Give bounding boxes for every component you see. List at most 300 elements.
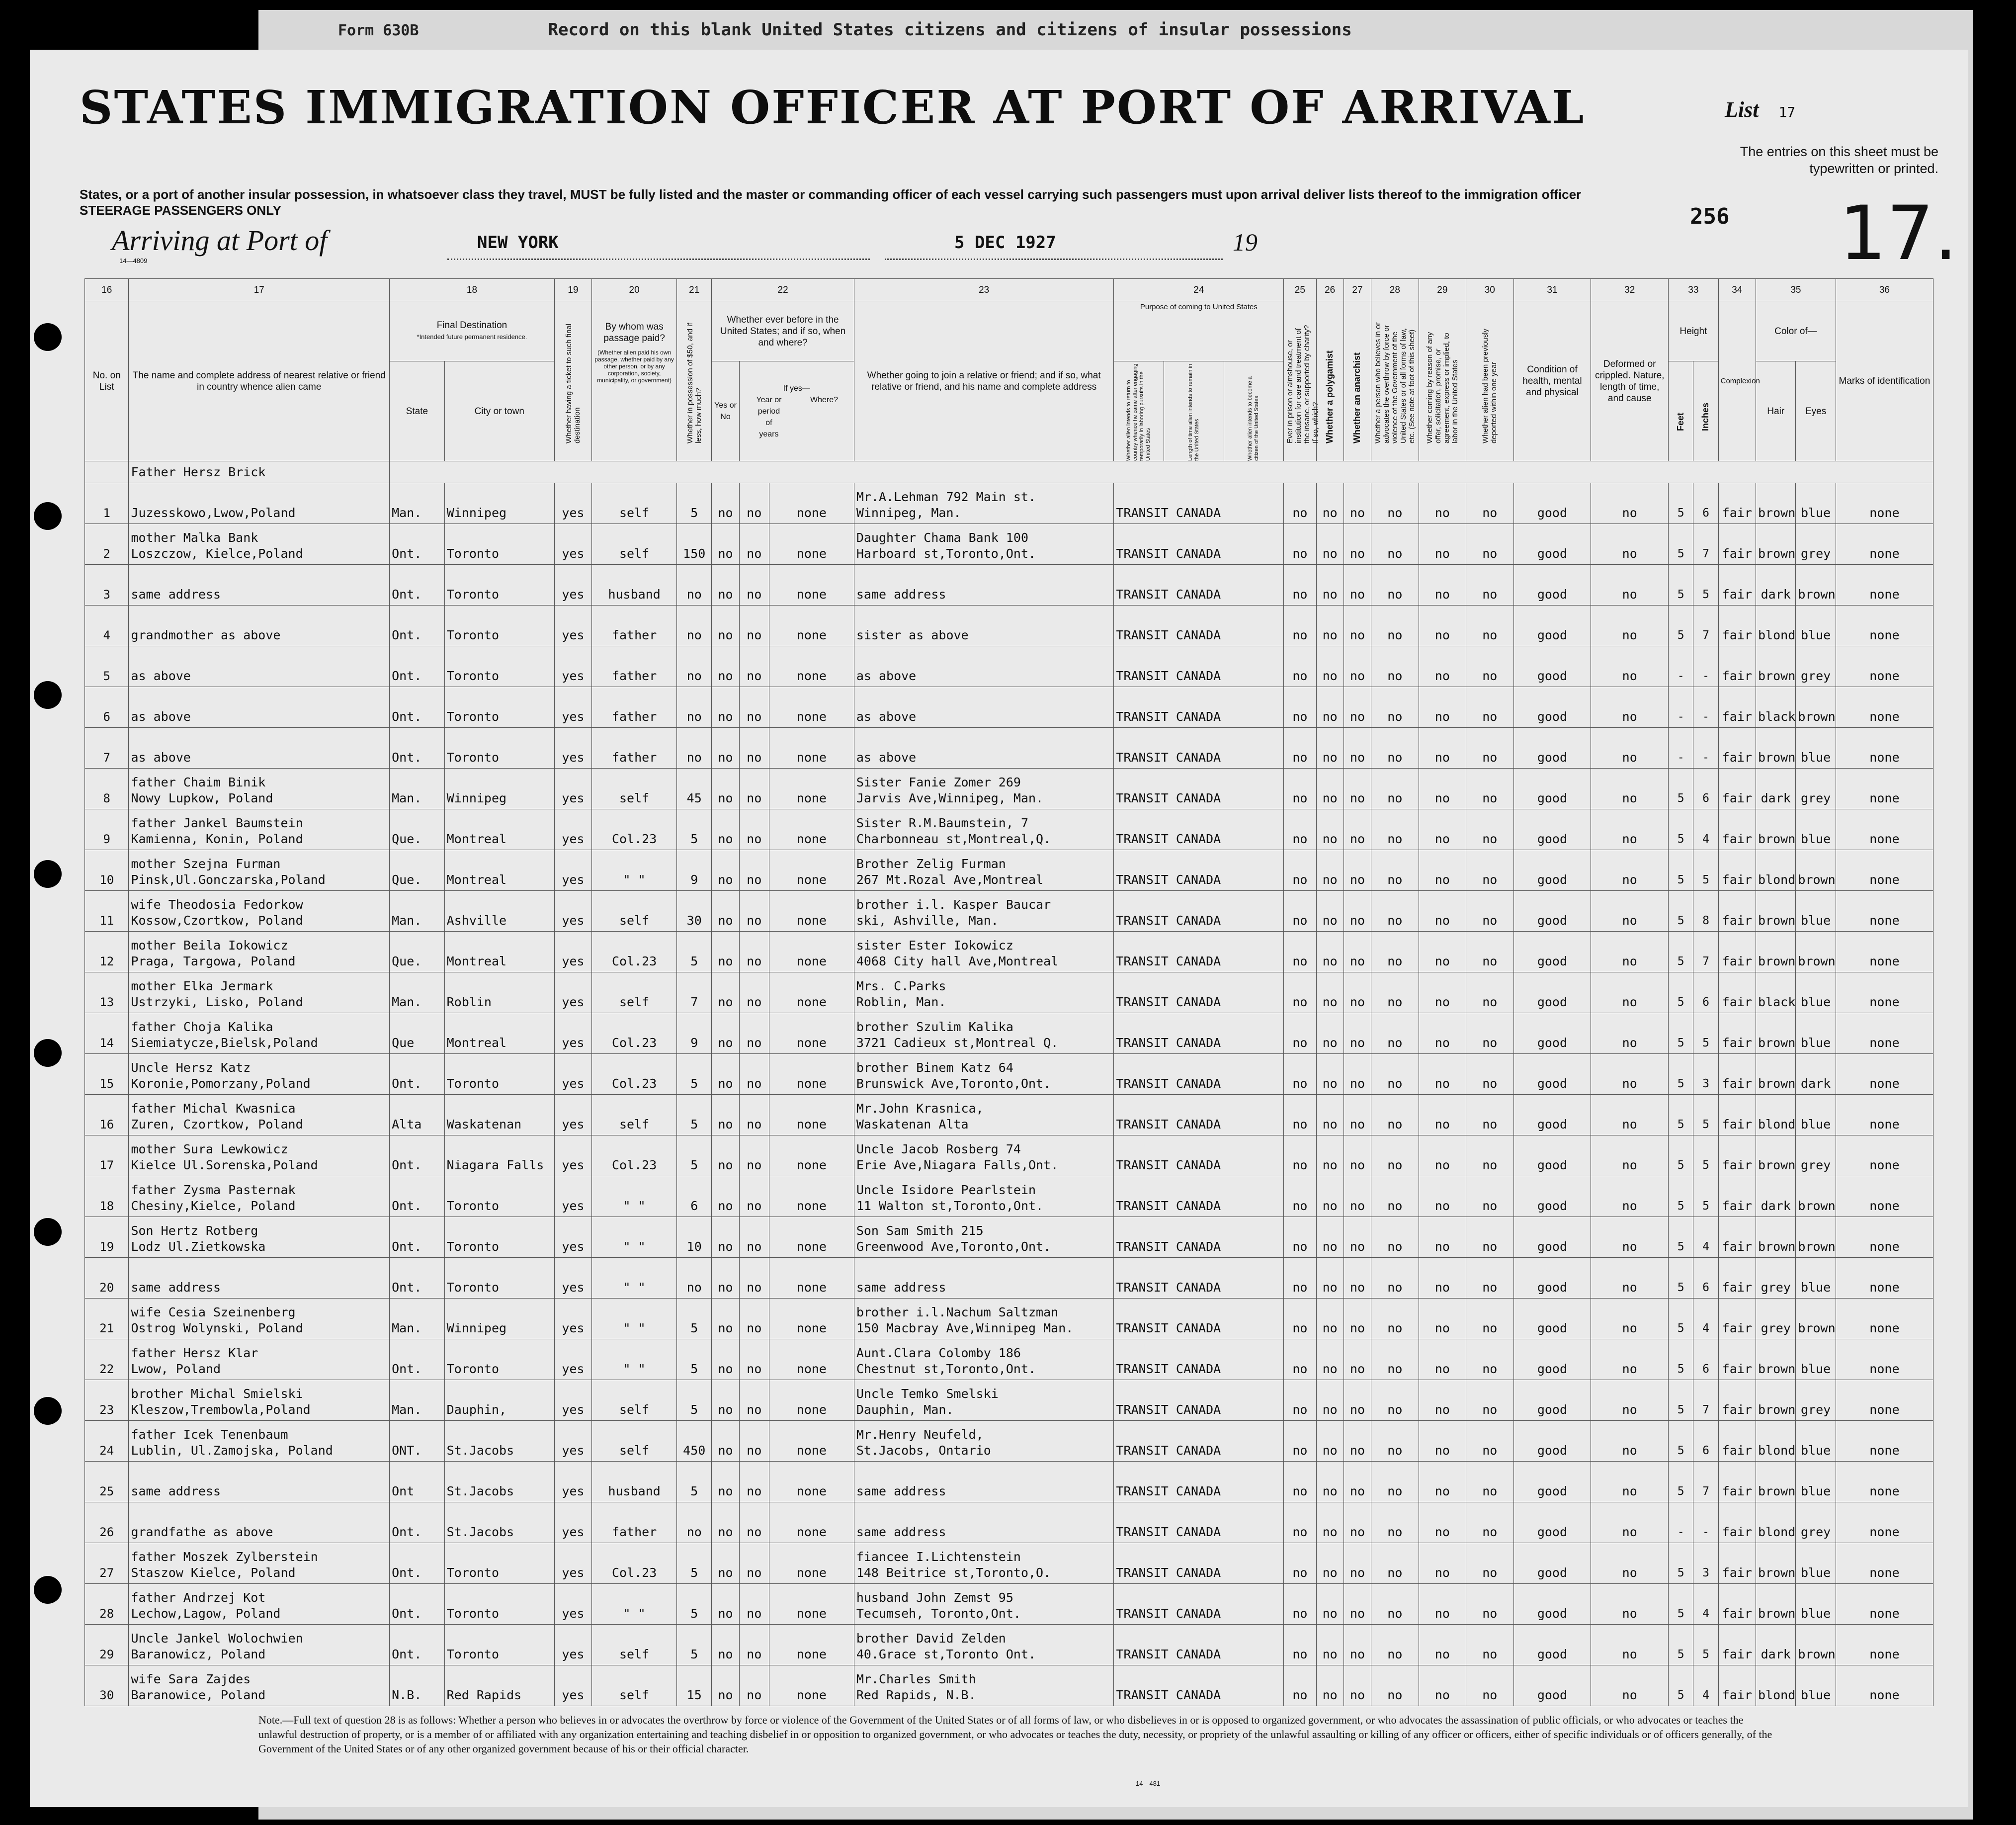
col26-text: Whether a polygamist xyxy=(1325,350,1335,443)
cell-feet: 5 xyxy=(1669,891,1693,932)
col-header-25 xyxy=(1284,301,1320,461)
cell-q30: no xyxy=(1466,1625,1513,1665)
cell-relative-line2: Siemiatycze,Bielsk,Poland xyxy=(131,1036,318,1050)
column-number: 33 xyxy=(1669,279,1719,301)
cell-where: none xyxy=(769,850,854,891)
cell-deformed: no xyxy=(1591,1502,1669,1543)
cell-where: none xyxy=(769,687,854,728)
column-number: 29 xyxy=(1419,279,1466,301)
cell-where: none xyxy=(769,524,854,565)
cell-deformed: no xyxy=(1591,1339,1669,1380)
cell-state: Ont. xyxy=(390,1217,445,1258)
cell-feet: - xyxy=(1669,1502,1693,1543)
cell-ticket: yes xyxy=(554,809,591,850)
cell-inches: 7 xyxy=(1693,606,1718,646)
cell-list-number: 3 xyxy=(85,565,129,606)
cell-before-us: no xyxy=(712,1054,739,1095)
cell-purpose: TRANSIT CANADA xyxy=(1114,932,1284,972)
cell-before-us: no xyxy=(712,1135,739,1176)
cell-joining xyxy=(854,1176,1114,1217)
cell-before-us: no xyxy=(712,1625,739,1665)
cell-q25: no xyxy=(1284,483,1316,524)
cell-q28: no xyxy=(1371,1462,1419,1502)
cell-eyes: grey xyxy=(1796,769,1836,809)
purpose-b-text: Length of time alien intends to remain in the United States xyxy=(1187,363,1200,461)
cell-eyes: blue xyxy=(1796,1095,1836,1135)
cell-relative xyxy=(129,565,390,606)
cell-city: Toronto xyxy=(444,1339,554,1380)
cell-eyes: blue xyxy=(1796,809,1836,850)
column-number-row xyxy=(85,279,1933,301)
cell-purpose: TRANSIT CANADA xyxy=(1114,1543,1284,1584)
cell-q26: no xyxy=(1316,687,1344,728)
table-row xyxy=(85,972,1933,1013)
cell-feet: 5 xyxy=(1669,1421,1693,1462)
cell-eyes: blue xyxy=(1796,1462,1836,1502)
cell-where: none xyxy=(769,646,854,687)
cell-relative xyxy=(129,769,390,809)
cell-money: 150 xyxy=(677,524,712,565)
cell-q26: no xyxy=(1316,565,1344,606)
cell-marks: none xyxy=(1836,1013,1933,1054)
cell-before-us: no xyxy=(712,1299,739,1339)
cell-marks: none xyxy=(1836,1462,1933,1502)
cell-city: Winnipeg xyxy=(444,769,554,809)
cell-eyes: blue xyxy=(1796,1665,1836,1706)
cell-feet: 5 xyxy=(1669,1095,1693,1135)
cell-q28: no xyxy=(1371,1258,1419,1299)
cell-list-number: 24 xyxy=(85,1421,129,1462)
cell-joining-line2: as above xyxy=(856,750,917,765)
cell-hair: brown xyxy=(1756,932,1796,972)
cell-health: good xyxy=(1513,1299,1591,1339)
cell-relative xyxy=(129,850,390,891)
arriving-label: Arriving at Port of xyxy=(112,224,328,257)
cell-q29: no xyxy=(1419,972,1466,1013)
cell-eyes: grey xyxy=(1796,1380,1836,1421)
cell-relative-line1: wife Sara Zajdes xyxy=(131,1672,251,1686)
cell-q27: no xyxy=(1344,1543,1371,1584)
cell-deformed: no xyxy=(1591,1380,1669,1421)
cell-where: none xyxy=(769,606,854,646)
cell-marks: none xyxy=(1836,1054,1933,1095)
cell-inches: 6 xyxy=(1693,1421,1718,1462)
cell-eyes: grey xyxy=(1796,646,1836,687)
cell-where: none xyxy=(769,1135,854,1176)
cell-relative-line1: mother Sura Lewkowicz xyxy=(131,1142,288,1156)
cell-q25: no xyxy=(1284,932,1316,972)
cell-passage-paid: " " xyxy=(592,850,677,891)
cell-state: Man. xyxy=(390,1299,445,1339)
cell-city: Roblin xyxy=(444,972,554,1013)
cell-hair: blond xyxy=(1756,1665,1796,1706)
cell-q27: no xyxy=(1344,932,1371,972)
cell-ticket: yes xyxy=(554,972,591,1013)
cell-purpose: TRANSIT CANADA xyxy=(1114,483,1284,524)
arrival-date: 5 DEC 1927 xyxy=(954,233,1056,253)
cell-q28: no xyxy=(1371,1543,1419,1584)
col-header-deformed: Deformed or crippled. Nature, length of time, and cause xyxy=(1591,301,1669,461)
cell-q25: no xyxy=(1284,1462,1316,1502)
cell-q25: no xyxy=(1284,687,1316,728)
cell-q30: no xyxy=(1466,1135,1513,1176)
cell-money: no xyxy=(677,1258,712,1299)
col25-text: Ever in prison or almshouse, or institution for care and treatment of the insane, or supported by charity? If so, which? xyxy=(1286,325,1320,443)
cell-passage-paid: self xyxy=(592,1665,677,1706)
table-row xyxy=(85,1380,1933,1421)
cell-state: Man. xyxy=(390,972,445,1013)
cell-where: none xyxy=(769,1339,854,1380)
cell-period: no xyxy=(739,1176,769,1217)
cell-period: no xyxy=(739,1502,769,1543)
cell-marks: none xyxy=(1836,1217,1933,1258)
form-reference: 14—4809 xyxy=(119,257,148,264)
cell-q26: no xyxy=(1316,483,1344,524)
cell-joining-line2: Erie Ave,Niagara Falls,Ont. xyxy=(856,1158,1059,1172)
col-header-state: State xyxy=(390,361,445,461)
cell-ticket: yes xyxy=(554,1258,591,1299)
cell-relative xyxy=(129,1584,390,1625)
cell-q26: no xyxy=(1316,1462,1344,1502)
steerage-label: STEERAGE PASSENGERS ONLY xyxy=(80,203,281,218)
cell-q26: no xyxy=(1316,1502,1344,1543)
cell-q27: no xyxy=(1344,1299,1371,1339)
cell-joining-line2: Charbonneau st,Montreal,Q. xyxy=(856,832,1051,846)
column-number: 16 xyxy=(85,279,129,301)
cell-relative-line2: Lechow,Lagow, Poland xyxy=(131,1606,281,1621)
cell-state: N.B. xyxy=(390,1665,445,1706)
cell-inches: - xyxy=(1693,728,1718,769)
cell-where: none xyxy=(769,1299,854,1339)
col29-text: Whether coming by reason of any offer, solicitation, promise, or agreement, express or implied, to labor in the United States xyxy=(1425,332,1459,443)
cell-money: 7 xyxy=(677,972,712,1013)
cell-inches: 4 xyxy=(1693,1299,1718,1339)
cell-passage-paid: " " xyxy=(592,1299,677,1339)
cell-hair: grey xyxy=(1756,1299,1796,1339)
cell-joining xyxy=(854,1217,1114,1258)
cell-period: no xyxy=(739,809,769,850)
cell-money: 5 xyxy=(677,1095,712,1135)
cell-passage-paid: " " xyxy=(592,1339,677,1380)
column-number: 36 xyxy=(1836,279,1933,301)
cell-deformed: no xyxy=(1591,1543,1669,1584)
cell-relative xyxy=(129,1135,390,1176)
cell-relative-line1 xyxy=(131,489,387,505)
cell-feet: 5 xyxy=(1669,769,1693,809)
cell-q29: no xyxy=(1419,932,1466,972)
cell-where: none xyxy=(769,932,854,972)
cell-money: 5 xyxy=(677,809,712,850)
cell-purpose: TRANSIT CANADA xyxy=(1114,1299,1284,1339)
col-header-height: Height xyxy=(1669,301,1719,361)
cell-health: good xyxy=(1513,524,1591,565)
cell-period: no xyxy=(739,1135,769,1176)
cell-joining-line1 xyxy=(856,571,1112,587)
cell-hair: brown xyxy=(1756,1584,1796,1625)
cell-hair: dark xyxy=(1756,769,1796,809)
cell-marks: none xyxy=(1836,1135,1933,1176)
cell-hair: black xyxy=(1756,972,1796,1013)
cell-complexion: fair xyxy=(1718,1176,1756,1217)
cell-marks: none xyxy=(1836,1625,1933,1665)
cell-joining-line1: Mr.Henry Neufeld, xyxy=(856,1427,984,1442)
cell-q26: no xyxy=(1316,769,1344,809)
cell-feet: - xyxy=(1669,687,1693,728)
purpose-a-text: Whether alien intends to return to country whence he came after engaging temporarily in laboring pursuits in the United States xyxy=(1126,363,1152,461)
cell-deformed: no xyxy=(1591,1095,1669,1135)
column-number: 18 xyxy=(390,279,555,301)
cell-relative-line2: Kossow,Czortkow, Poland xyxy=(131,913,303,928)
cell-relative-line2: same address xyxy=(131,1484,221,1498)
cell-relative-line1 xyxy=(131,734,387,750)
where-label: Where? xyxy=(810,395,839,404)
cell-relative-line1 xyxy=(131,693,387,709)
cell-deformed: no xyxy=(1591,769,1669,809)
cell-passage-paid: self xyxy=(592,1380,677,1421)
cell-city: St.Jacobs xyxy=(444,1421,554,1462)
cell-eyes: blue xyxy=(1796,972,1836,1013)
cell-ticket: yes xyxy=(554,1135,591,1176)
cell-where: none xyxy=(769,483,854,524)
list-label: List xyxy=(1725,97,1759,122)
cell-list-number: 4 xyxy=(85,606,129,646)
cell-joining xyxy=(854,1135,1114,1176)
cell-deformed: no xyxy=(1591,687,1669,728)
cell-relative xyxy=(129,1625,390,1665)
cell-eyes: blue xyxy=(1796,483,1836,524)
underlying-form-header xyxy=(338,20,1352,40)
cell-state: Ont. xyxy=(390,1176,445,1217)
cell-hair: brown xyxy=(1756,1380,1796,1421)
cell-passage-paid: father xyxy=(592,1502,677,1543)
cell-city: Toronto xyxy=(444,1258,554,1299)
cell-q29: no xyxy=(1419,1054,1466,1095)
cell-q27: no xyxy=(1344,1625,1371,1665)
cell-hair: blond xyxy=(1756,1095,1796,1135)
cell-complexion: fair xyxy=(1718,1095,1756,1135)
cell-money: no xyxy=(677,728,712,769)
cell-inches: 4 xyxy=(1693,809,1718,850)
cell-relative xyxy=(129,1095,390,1135)
cell-complexion: fair xyxy=(1718,1013,1756,1054)
cell-q29: no xyxy=(1419,1380,1466,1421)
cell-passage-paid: Col.23 xyxy=(592,932,677,972)
cell-joining xyxy=(854,1584,1114,1625)
cell-joining-line2: Harboard st,Toronto,Ont. xyxy=(856,546,1036,561)
col-header-30 xyxy=(1466,301,1513,461)
column-number: 35 xyxy=(1756,279,1836,301)
cell-q27: no xyxy=(1344,524,1371,565)
col-header-no: No. on List xyxy=(85,301,129,461)
cell-inches: 5 xyxy=(1693,850,1718,891)
cell-feet: - xyxy=(1669,728,1693,769)
cell-complexion: fair xyxy=(1718,850,1756,891)
binder-hole xyxy=(34,323,62,351)
cell-relative-line1: Uncle Hersz Katz xyxy=(131,1060,251,1075)
cell-q29: no xyxy=(1419,891,1466,932)
cell-marks: none xyxy=(1836,606,1933,646)
cell-marks: none xyxy=(1836,769,1933,809)
cell-complexion: fair xyxy=(1718,1135,1756,1176)
cell-q25: no xyxy=(1284,1543,1316,1584)
final-destination-label: Final Destination xyxy=(436,320,507,331)
cell-inches: 6 xyxy=(1693,1339,1718,1380)
cell-eyes: brown xyxy=(1796,565,1836,606)
cell-marks: none xyxy=(1836,1095,1933,1135)
cell-where: none xyxy=(769,728,854,769)
table-row xyxy=(85,461,1933,483)
cell-feet: 5 xyxy=(1669,1176,1693,1217)
cell-passage-paid: Col.23 xyxy=(592,809,677,850)
cell-city: Toronto xyxy=(444,606,554,646)
cell-feet: 5 xyxy=(1669,1380,1693,1421)
col-header-purpose-a xyxy=(1114,361,1164,461)
cell-relative-line2: as above xyxy=(131,750,191,765)
cell-q26: no xyxy=(1316,1625,1344,1665)
cell-ticket: yes xyxy=(554,769,591,809)
cell-q28: no xyxy=(1371,850,1419,891)
cell-passage-paid: self xyxy=(592,891,677,932)
cell-q26: no xyxy=(1316,1299,1344,1339)
column-number: 24 xyxy=(1114,279,1284,301)
cell-deformed: no xyxy=(1591,1217,1669,1258)
cell-purpose: TRANSIT CANADA xyxy=(1114,891,1284,932)
cell-feet: 5 xyxy=(1669,1258,1693,1299)
cell-ticket: yes xyxy=(554,1543,591,1584)
cell-before-us: no xyxy=(712,606,739,646)
cell-joining-line2: 148 Beitrice st,Toronto,O. xyxy=(856,1565,1051,1580)
cell-where: none xyxy=(769,809,854,850)
cell-relative-line2: Nowy Lupkow, Poland xyxy=(131,791,273,805)
cell-q26: no xyxy=(1316,932,1344,972)
cell-q26: no xyxy=(1316,1380,1344,1421)
cell-joining-line1: Daughter Chama Bank 100 xyxy=(856,530,1029,545)
footnote-question-28: Note.—Full text of question 28 is as follows: Whether a person who believes in or advocates the overthrow by force or violence of the Government of the United States or of all forms of law, or who disbelieves in or is opposed to organized government, or who advocates the assassination of public officials, or who advocates or teaches the unlawful destruction of property, or is a member of or affiliated with any organization entertaining and teaching disbelief in or opposition to organized government, or who advocates or teaches the duty, necessity, or propriety of the unlawful assaulting or killing of any officer or officers, either of specific individuals or of officers generally, of the Government of the United States or of any other organized government because of his or their official character. xyxy=(258,1714,1772,1755)
cell-purpose: TRANSIT CANADA xyxy=(1114,972,1284,1013)
cell-list-number: 10 xyxy=(85,850,129,891)
cell-q27: no xyxy=(1344,565,1371,606)
cell-q30: no xyxy=(1466,972,1513,1013)
cell-q30: no xyxy=(1466,1217,1513,1258)
cell-feet: 5 xyxy=(1669,606,1693,646)
table-row xyxy=(85,1135,1933,1176)
cell-purpose: TRANSIT CANADA xyxy=(1114,1421,1284,1462)
cell-state: Man. xyxy=(390,769,445,809)
cell-state: Ont xyxy=(390,1462,445,1502)
cell-joining-line1: Mr.A.Lehman 792 Main st. xyxy=(856,490,1036,504)
cell-q28: no xyxy=(1371,769,1419,809)
cell-q26: no xyxy=(1316,1054,1344,1095)
col-header-city: City or town xyxy=(444,361,554,461)
cell-q28: no xyxy=(1371,1380,1419,1421)
page-title: STATES IMMIGRATION OFFICER AT PORT OF ARRIVAL xyxy=(80,81,1586,134)
cell-health: good xyxy=(1513,1339,1591,1380)
cell-passage-paid: father xyxy=(592,687,677,728)
cell-q30: no xyxy=(1466,1299,1513,1339)
cell-passage-paid: father xyxy=(592,606,677,646)
cell-purpose: TRANSIT CANADA xyxy=(1114,728,1284,769)
cell-feet: 5 xyxy=(1669,1339,1693,1380)
cell-hair: brown xyxy=(1756,1013,1796,1054)
cell-deformed: no xyxy=(1591,483,1669,524)
cell-q28: no xyxy=(1371,687,1419,728)
cell-list-number: 12 xyxy=(85,932,129,972)
cell-joining xyxy=(854,1543,1114,1584)
cell-inches: 5 xyxy=(1693,1013,1718,1054)
cell-eyes: blue xyxy=(1796,1013,1836,1054)
cell-q28: no xyxy=(1371,728,1419,769)
cell-marks: none xyxy=(1836,1258,1933,1299)
cell-q26: no xyxy=(1316,1543,1344,1584)
cell-joining-line1: Sister Fanie Zomer 269 xyxy=(856,775,1021,789)
cell-q29: no xyxy=(1419,850,1466,891)
cell-relative xyxy=(129,1217,390,1258)
cell-feet: 5 xyxy=(1669,1013,1693,1054)
cell-joining xyxy=(854,1013,1114,1054)
port-of-arrival: NEW YORK xyxy=(477,233,559,253)
cell-joining-line1 xyxy=(856,652,1112,668)
cell-before-us: no xyxy=(712,1543,739,1584)
cell-feet: 5 xyxy=(1669,1299,1693,1339)
cell-complexion: fair xyxy=(1718,687,1756,728)
cell-joining-line2: Roblin, Man. xyxy=(856,995,946,1009)
cell-relative xyxy=(129,483,390,524)
column-number: 21 xyxy=(677,279,712,301)
cell-marks: none xyxy=(1836,728,1933,769)
cell-q30: no xyxy=(1466,1054,1513,1095)
cell-q26: no xyxy=(1316,1217,1344,1258)
cell-feet: 5 xyxy=(1669,1135,1693,1176)
cell-ticket: yes xyxy=(554,1462,591,1502)
cell-feet: 5 xyxy=(1669,1625,1693,1665)
cell-money: no xyxy=(677,687,712,728)
cell-joining xyxy=(854,1421,1114,1462)
cell-complexion: fair xyxy=(1718,1054,1756,1095)
cell-relative-line2: Lwow, Poland xyxy=(131,1362,221,1376)
cell-state: Ont. xyxy=(390,1258,445,1299)
cell-list-number: 18 xyxy=(85,1176,129,1217)
cell-joining-line1: Mrs. C.Parks xyxy=(856,979,946,993)
cell-deformed: no xyxy=(1591,565,1669,606)
cell-q28: no xyxy=(1371,1584,1419,1625)
cell-joining-line2: 150 Macbray Ave,Winnipeg Man. xyxy=(856,1321,1074,1335)
cell-relative xyxy=(129,1462,390,1502)
cell-health: good xyxy=(1513,1135,1591,1176)
cell-passage-paid: self xyxy=(592,1095,677,1135)
cell-q27: no xyxy=(1344,850,1371,891)
cell-list-number: 14 xyxy=(85,1013,129,1054)
cell-q26: no xyxy=(1316,1339,1344,1380)
cell-health: good xyxy=(1513,1054,1591,1095)
cell-city: Winnipeg xyxy=(444,1299,554,1339)
header-row-1 xyxy=(85,301,1933,361)
col-header-health: Condition of health, mental and physical xyxy=(1513,301,1591,461)
table-row xyxy=(85,809,1933,850)
typewritten-instructions: The entries on this sheet must be typewritten or printed. xyxy=(1740,144,1938,176)
cell-joining-line2: Dauphin, Man. xyxy=(856,1402,954,1417)
cell-health: good xyxy=(1513,565,1591,606)
cell-deformed: no xyxy=(1591,1665,1669,1706)
cell-before-us: no xyxy=(712,1095,739,1135)
cell-q27: no xyxy=(1344,891,1371,932)
col28-text: Whether a person who believes in or advocates the overthrow by force or violence of the Government of the United States or of all forms of law, etc. (See note at foot of this sheet) xyxy=(1373,322,1416,443)
cell-relative-line1: father Icek Tenenbaum xyxy=(131,1427,288,1442)
col-header-final-destination xyxy=(390,301,555,361)
cell-list-number: 27 xyxy=(85,1543,129,1584)
cell-joining xyxy=(854,687,1114,728)
cell-money: 5 xyxy=(677,483,712,524)
cell-q25: no xyxy=(1284,1584,1316,1625)
